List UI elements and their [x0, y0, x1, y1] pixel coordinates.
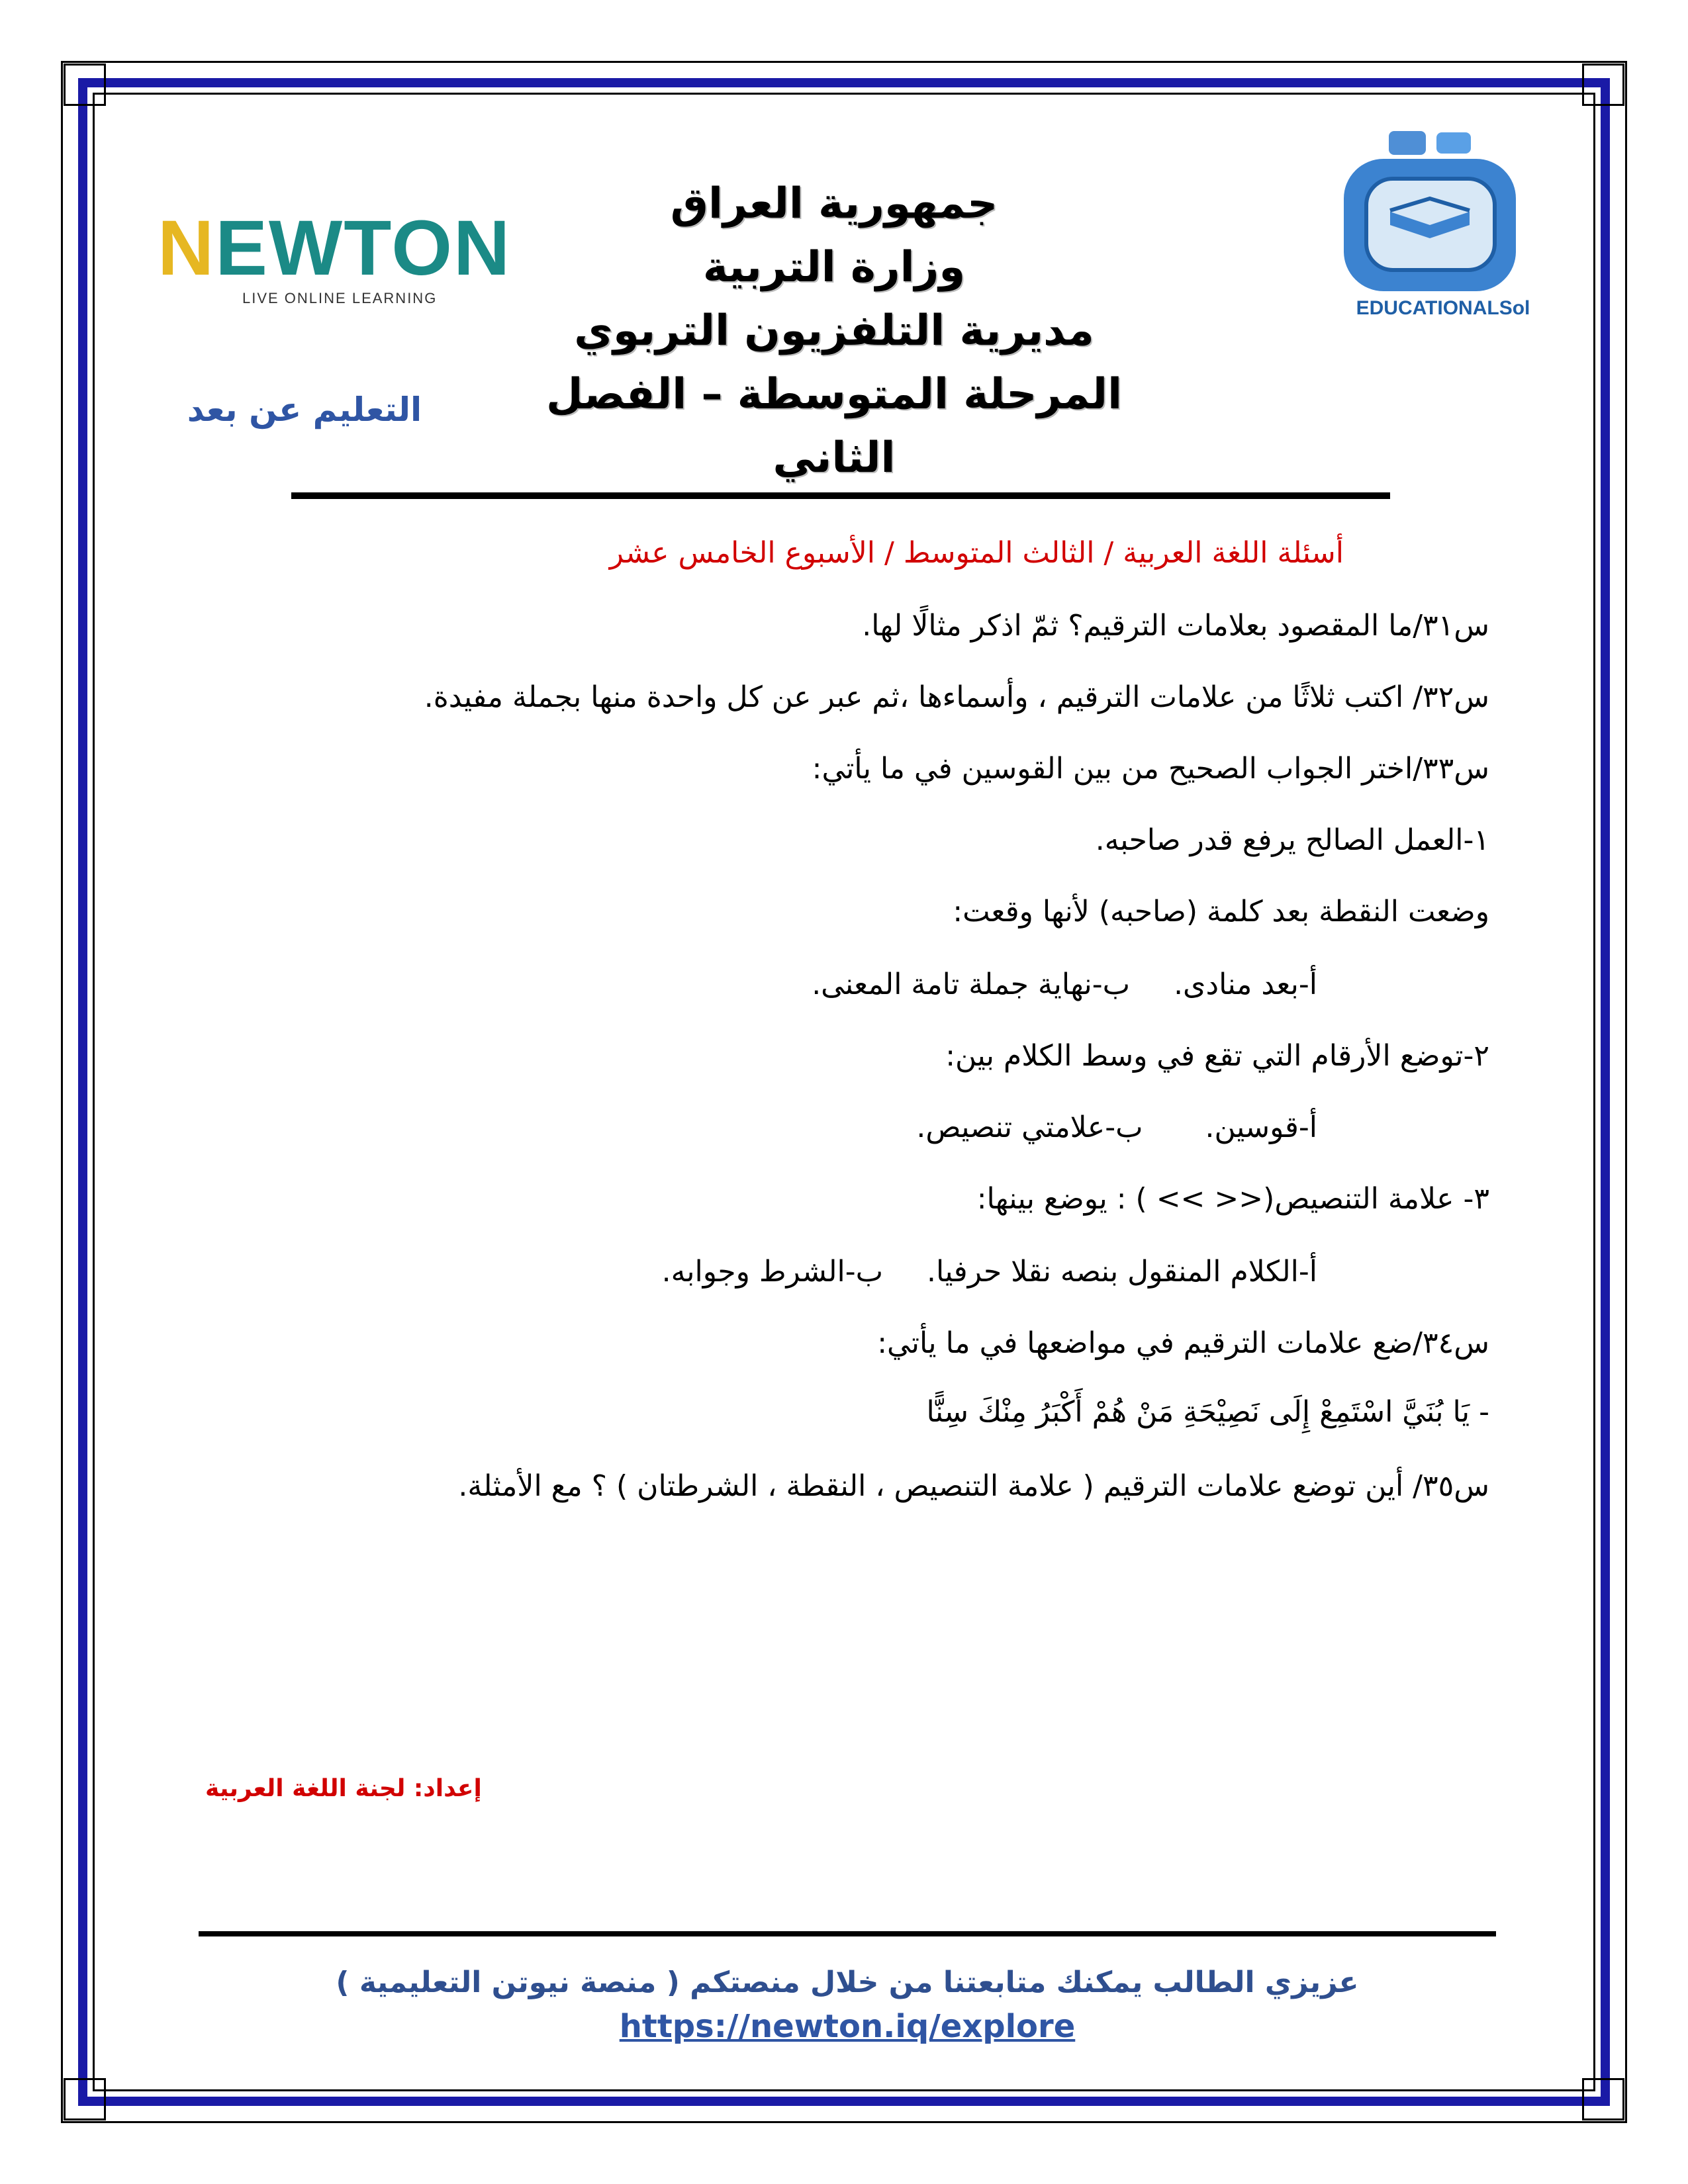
- logo-block-left: [1389, 131, 1426, 155]
- footer-link[interactable]: https://newton.iq/explore: [619, 2008, 1076, 2045]
- worksheet-title: أسئلة اللغة العربية / الثالث المتوسط / الأسبوع الخامس عشر: [609, 536, 1344, 570]
- option-b: ب-نهاية جملة تامة المعنى.: [812, 968, 1131, 1001]
- option-b: ب-علامتي تنصيص.: [916, 1111, 1143, 1144]
- footer-divider: [199, 1931, 1496, 1936]
- distance-learning-label: التعليم عن بعد: [187, 390, 422, 429]
- question-33-item-1-prompt: وضعت النقطة بعد كلمة (صاحبه) لأنها وقعت:: [953, 895, 1489, 929]
- border-corner: [64, 64, 106, 106]
- newton-tagline: LIVE ONLINE LEARNING: [242, 290, 438, 306]
- question-33-item-3: ٣- علامة التنصيص(<< >> ) : يوضع بينها:: [976, 1182, 1489, 1216]
- question-32: س٣٢/ اكتب ثلاثًا من علامات الترقيم ، وأسماءها ،ثم عبر عن كل واحدة منها بجملة مفيدة.: [424, 680, 1489, 714]
- border-corner: [1582, 2078, 1624, 2120]
- question-31: س٣١/ما المقصود بعلامات الترقيم؟ ثمّ اذكر مثالًا لها.: [862, 609, 1489, 643]
- answer-options-2: [916, 1111, 1317, 1144]
- option-b: ب-الشرط وجوابه.: [661, 1255, 884, 1289]
- question-33-item-1: ١-العمل الصالح يرفع قدر صاحبه.: [1095, 823, 1489, 857]
- question-33: س٣٣/اختر الجواب الصحيح من بين القوسين في ما يأتي:: [812, 752, 1489, 786]
- header-stage: المرحلة المتوسطة – الفصل الثاني: [545, 370, 1123, 482]
- question-34: س٣٤/ضع علامات الترقيم في مواضعها في ما يأتي:: [877, 1326, 1489, 1360]
- question-35: س٣٥/ أين توضع علامات الترقيم ( علامة التنصيص ، النقطة ، الشرطتان ) ؟ مع الأمثلة.: [458, 1469, 1489, 1503]
- newton-wordmark: NEWTON: [158, 205, 512, 292]
- answer-options-3: [662, 1255, 1317, 1289]
- question-33-item-2: ٢-توضع الأرقام التي تقع في وسط الكلام بين:: [945, 1039, 1489, 1073]
- prepared-by: إعداد: لجنة اللغة العربية: [205, 1775, 482, 1802]
- logo-screen-inner: [1366, 179, 1495, 270]
- border-corner: [1582, 64, 1624, 106]
- border-corner: [64, 2078, 106, 2120]
- option-a: أ-الكلام المنقول بنصه نقلا حرفيا.: [927, 1255, 1317, 1289]
- header: [503, 172, 1165, 490]
- header-directorate: مديرية التلفزيون التربوي: [574, 306, 1094, 355]
- newton-logo: [158, 205, 515, 311]
- logo-block-right: [1436, 132, 1471, 154]
- answer-options-1: [812, 968, 1317, 1001]
- header-divider: [291, 492, 1390, 499]
- educational-logo: [1344, 126, 1542, 324]
- option-a: أ-بعد منادى.: [1174, 968, 1317, 1001]
- footer-note: عزيزي الطالب يمكنك متابعتنا من خلال منصتكم ( منصة نيوتن التعليمية ): [336, 1966, 1359, 1999]
- option-a: أ-قوسين.: [1205, 1111, 1317, 1144]
- header-country: جمهورية العراق: [670, 179, 998, 228]
- educational-text: EDUCATIONALSol: [1356, 297, 1530, 319]
- question-34-text: - يَا بُنَيَّ اسْتَمِعْ إِلَى نَصِيْحَةِ مَنْ هُمْ أَكْبَرُ مِنْكَ سِنًّا: [926, 1395, 1489, 1429]
- header-ministry: وزارة التربية: [702, 243, 966, 292]
